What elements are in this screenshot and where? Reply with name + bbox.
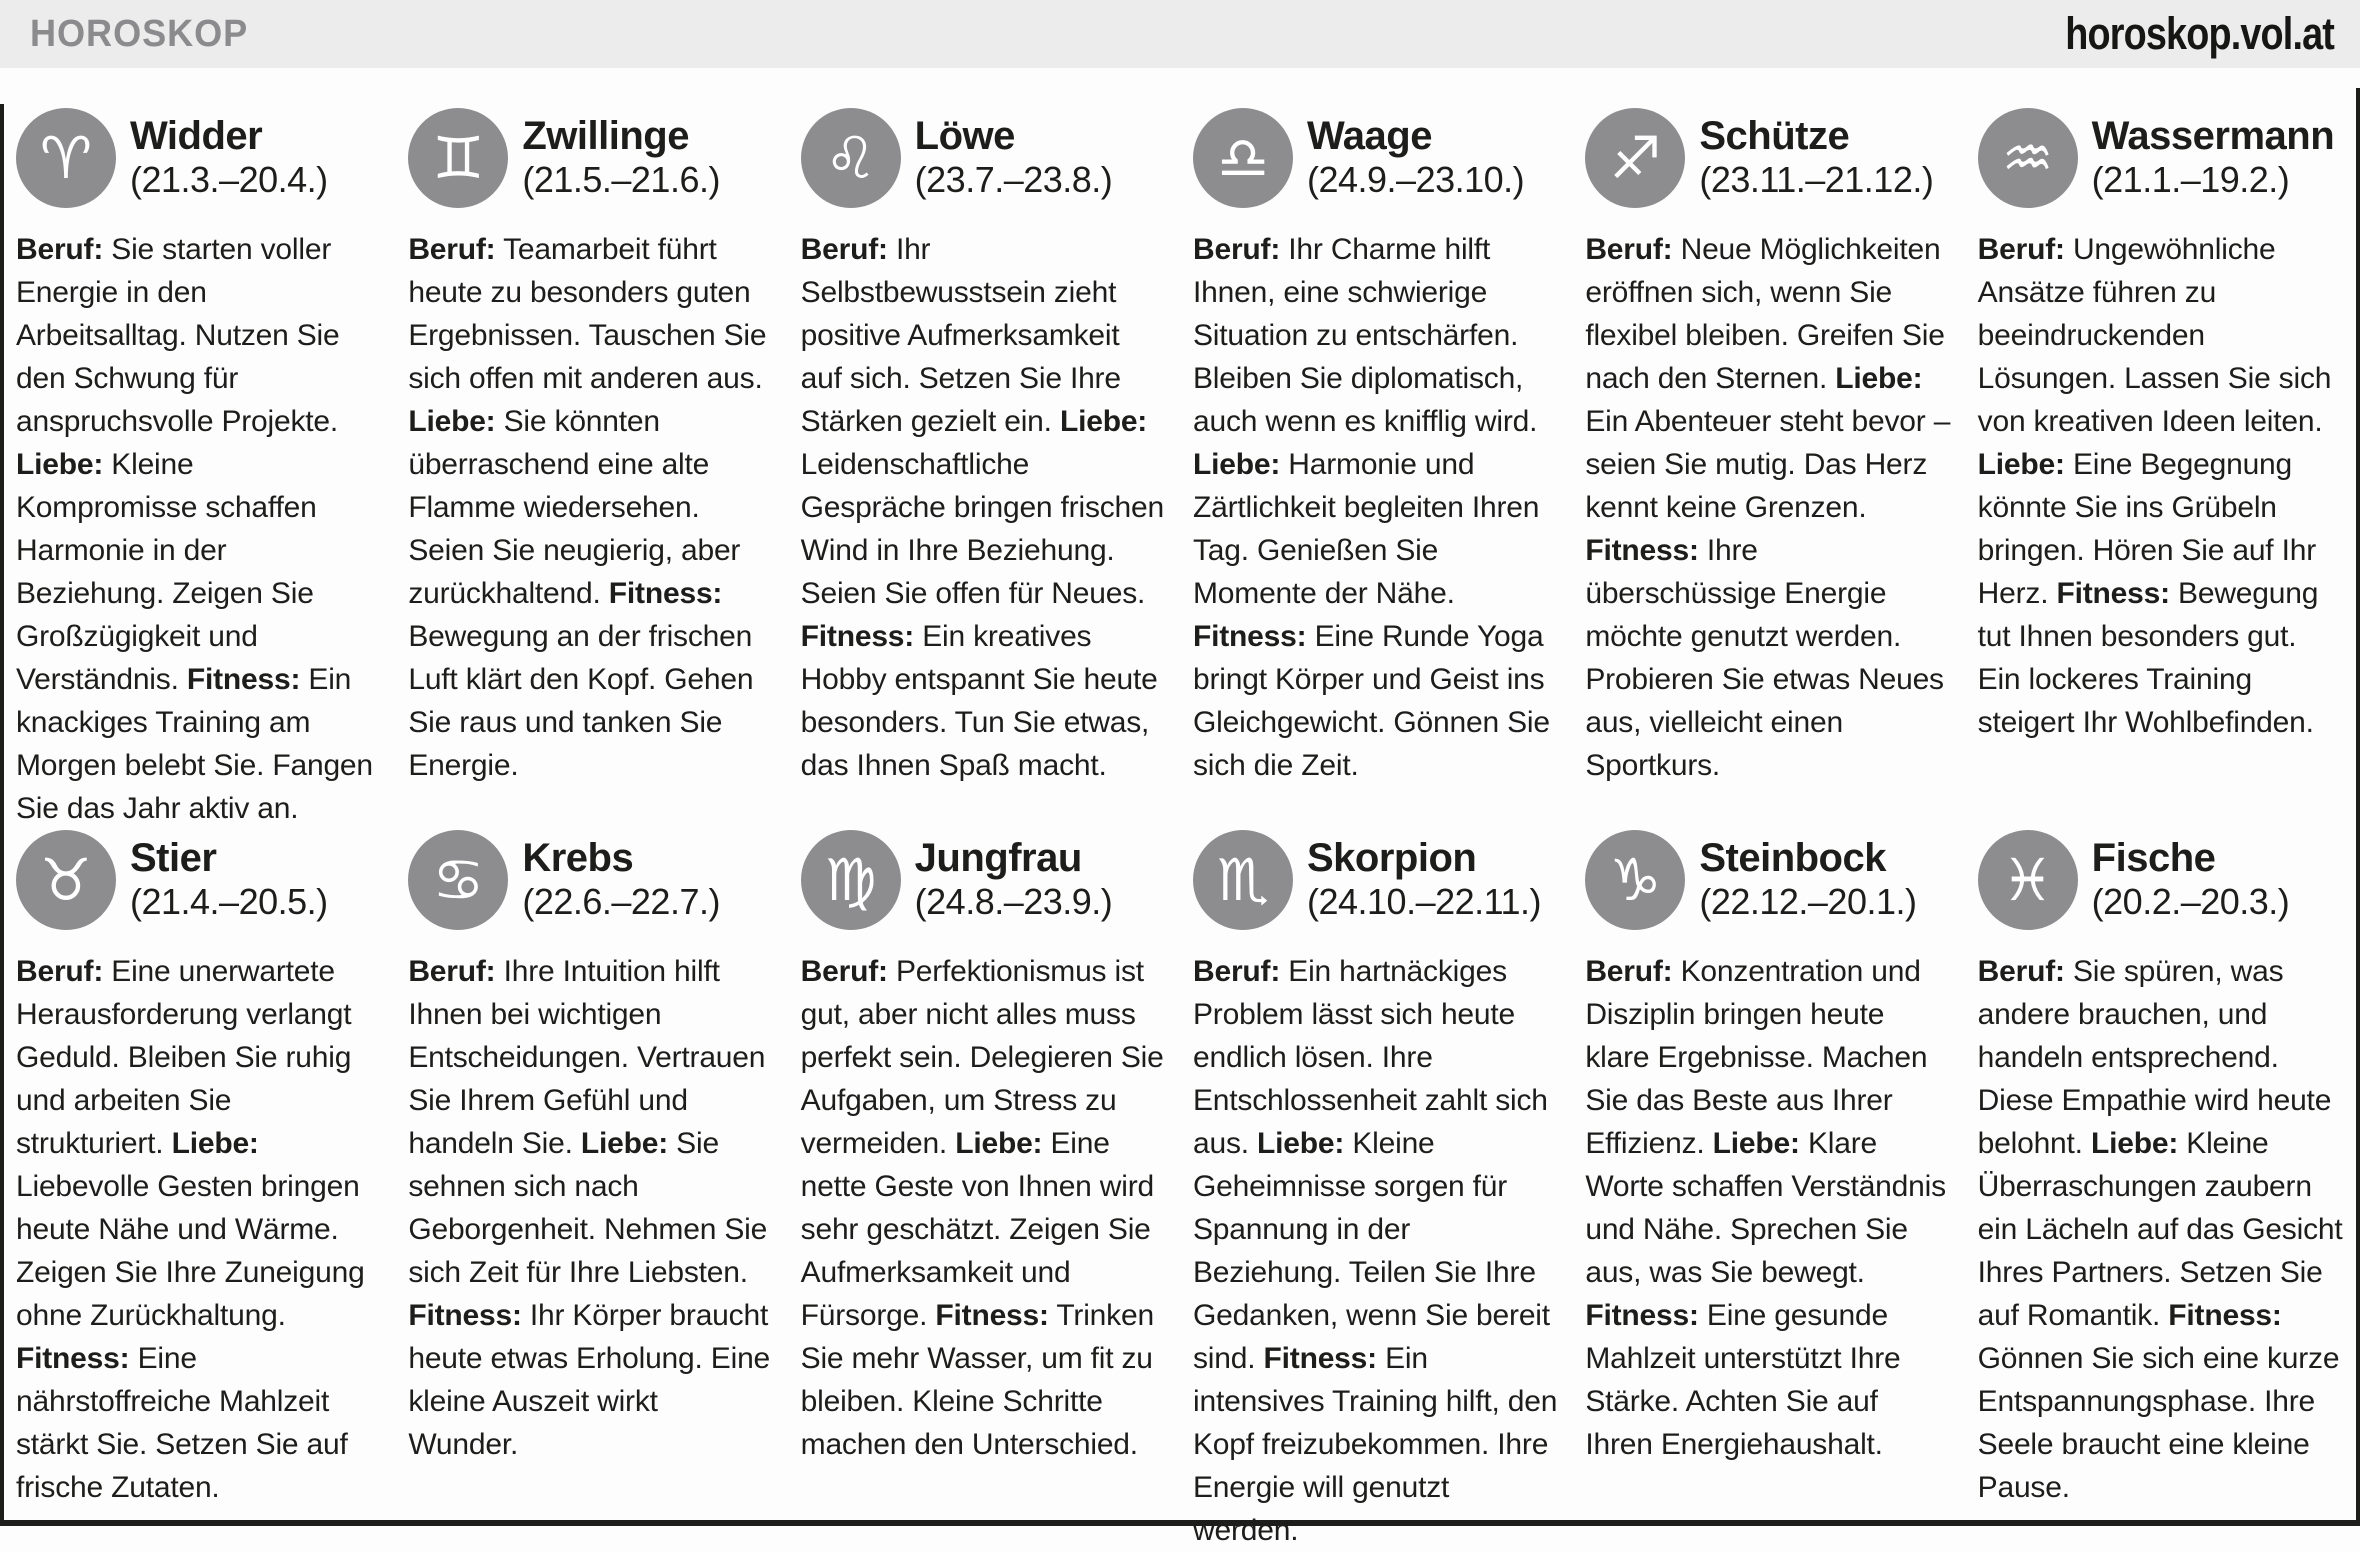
text-liebe: Eine nette Geste von Ihnen wird sehr geschätzt. Zeigen Sie Aufmerksamkeit und Fürsorge. <box>800 1127 1155 1332</box>
sign-card-aries <box>16 108 382 830</box>
sign-name: Jungfrau <box>914 835 1082 880</box>
sign-name: Waage <box>1307 113 1432 158</box>
sign-badge <box>801 830 901 930</box>
sign-text <box>16 950 382 1509</box>
text-beruf: Ihr Selbstbewusstsein zieht positive Aufmerksamkeit auf sich. Setzen Sie Ihre Stärken gezielt ein. <box>800 233 1121 438</box>
text-fitness: Eine nährstoffreiche Mahlzeit stärkt Sie. Setzen Sie auf frische Zutaten. <box>16 1342 348 1504</box>
right-edge-rule <box>2356 88 2360 1526</box>
label-fitness: Fitness: <box>608 577 723 610</box>
sign-dates: (24.8.–23.9.) <box>914 881 1113 922</box>
aries-icon: ♈ <box>40 124 92 192</box>
label-beruf: Beruf: <box>800 955 888 988</box>
label-fitness: Fitness: <box>1585 1299 1699 1332</box>
sign-name: Widder <box>130 113 263 158</box>
label-fitness: Fitness: <box>1263 1342 1377 1375</box>
text-liebe: Kleine Überraschungen zaubern ein Lächeln auf das Gesicht Ihres Partners. Setzen Sie auf Romantik. <box>1977 1127 2343 1332</box>
sign-badge <box>16 830 116 930</box>
label-beruf: Beruf: <box>1977 233 2065 266</box>
sign-name: Löwe <box>914 113 1015 158</box>
sign-dates: (21.4.–20.5.) <box>130 881 328 922</box>
pisces-icon: ♓ <box>2001 846 2054 914</box>
sign-dates: (24.10.–22.11.) <box>1307 881 1542 922</box>
text-beruf: Teamarbeit führt heute zu besonders guten Ergebnissen. Tauschen Sie sich offen mit anderen aus. <box>408 233 767 395</box>
text-fitness: Eine gesunde Mahlzeit unterstützt Ihre Stärke. Achten Sie auf Ihren Energiehaushalt. <box>1585 1299 1901 1461</box>
text-liebe: Kleine Geheimnisse sorgen für Spannung in der Beziehung. Teilen Sie Ihre Gedanken, wenn Sie bereit sind. <box>1193 1127 1550 1375</box>
sign-header <box>1978 830 2344 930</box>
text-beruf: Eine unerwartete Herausforderung verlangt Geduld. Bleiben Sie ruhig und arbeiten Sie strukturiert. <box>16 955 352 1160</box>
label-liebe: Liebe: <box>2090 1127 2179 1160</box>
sign-text <box>16 228 382 830</box>
sign-header <box>16 108 382 208</box>
label-fitness: Fitness: <box>1193 620 1307 653</box>
sign-header <box>1193 830 1559 930</box>
text-beruf: Perfektionismus ist gut, aber nicht alles muss perfekt sein. Delegieren Sie Aufgaben, um Stress zu vermeiden. <box>800 955 1164 1160</box>
text-fitness: Gönnen Sie sich eine kurze Entspannungsphase. Ihre Seele braucht eine kleine Pause. <box>1977 1342 2340 1504</box>
label-liebe: Liebe: <box>580 1127 669 1160</box>
sign-dates: (23.11.–21.12.) <box>1699 159 1934 200</box>
sign-name: Fische <box>2091 835 2216 880</box>
sign-card-capricorn <box>1585 830 1951 1552</box>
label-fitness: Fitness: <box>800 620 915 653</box>
sign-text <box>1585 228 1951 787</box>
text-beruf: Ihre Intuition hilft Ihnen bei wichtigen Entscheidungen. Vertrauen Sie Ihrem Gefühl und handeln Sie. <box>408 955 766 1160</box>
text-liebe: Kleine Kompromisse schaffen Harmonie in der Beziehung. Zeigen Sie Großzügigkeit und Verständnis. <box>16 448 317 696</box>
sign-badge <box>1585 830 1685 930</box>
sign-dates: (21.5.–21.6.) <box>522 159 720 200</box>
sign-header <box>801 108 1167 208</box>
sign-badge <box>16 108 116 208</box>
text-fitness: Trinken Sie mehr Wasser, um fit zu bleiben. Kleine Schritte machen den Unterschied. <box>800 1299 1154 1461</box>
sign-text <box>1978 950 2344 1509</box>
text-fitness: Ein kreatives Hobby entspannt Sie heute besonders. Tun Sie etwas, das Ihnen Spaß macht. <box>800 620 1158 782</box>
sign-badge <box>1585 108 1685 208</box>
text-liebe: Sie sehnen sich nach Geborgenheit. Nehmen Sie sich Zeit für Ihre Liebsten. <box>408 1127 768 1289</box>
sign-name: Stier <box>130 835 217 880</box>
sign-dates: (21.1.–19.2.) <box>2091 159 2290 200</box>
label-liebe: Liebe: <box>408 405 496 438</box>
sign-header <box>16 830 382 930</box>
text-fitness: Eine Runde Yoga bringt Körper und Geist ins Gleichgewicht. Gönnen Sie sich die Zeit. <box>1193 620 1550 782</box>
masthead <box>0 0 2360 68</box>
label-beruf: Beruf: <box>800 233 888 266</box>
sagittarius-icon: ♐ <box>1609 124 1662 192</box>
sign-badge <box>1978 108 2078 208</box>
text-fitness: Ein knackiges Training am Morgen belebt Sie. Fangen Sie das Jahr aktiv an. <box>16 663 373 825</box>
label-liebe: Liebe: <box>1059 405 1148 438</box>
sign-card-scorpio <box>1193 830 1559 1552</box>
sign-dates: (20.2.–20.3.) <box>2091 881 2290 922</box>
label-beruf: Beruf: <box>1193 955 1281 988</box>
signs-grid <box>16 108 2344 1552</box>
sign-text <box>1585 950 1951 1466</box>
sign-dates: (21.3.–20.4.) <box>130 159 328 200</box>
sign-header <box>801 830 1167 930</box>
text-fitness: Bewegung tut Ihnen besonders gut. Ein lockeres Training steigert Ihr Wohlbefinden. <box>1977 577 2319 739</box>
label-beruf: Beruf: <box>408 955 496 988</box>
cancer-icon: ♋ <box>432 846 485 914</box>
sign-text <box>408 950 774 1466</box>
sign-card-virgo <box>801 830 1167 1552</box>
sign-card-aquarius <box>1978 108 2344 830</box>
virgo-icon: ♍ <box>824 846 877 914</box>
text-fitness: Ihre überschüssige Energie möchte genutzt werden. Probieren Sie etwas Neues aus, vielleicht einen Sportkurs. <box>1585 534 1944 782</box>
text-beruf: Ein hartnäckiges Problem lässt sich heute endlich lösen. Ihre Entschlossenheit zahlt sich aus. <box>1193 955 1548 1160</box>
label-liebe: Liebe: <box>1712 1127 1800 1160</box>
sign-name: Krebs <box>522 835 634 880</box>
text-beruf: Sie starten voller Energie in den Arbeitsalltag. Nutzen Sie den Schwung für anspruchsvolle Projekte. <box>16 233 340 438</box>
sign-dates: (22.12.–20.1.) <box>1699 881 1917 922</box>
sign-header <box>1193 108 1559 208</box>
sign-card-libra <box>1193 108 1559 830</box>
sign-header <box>408 830 774 930</box>
label-beruf: Beruf: <box>1193 233 1281 266</box>
page-title: HOROSKOP <box>30 12 249 55</box>
text-liebe: Eine Begegnung könnte Sie ins Grübeln bringen. Hören Sie auf Ihr Herz. <box>1977 448 2316 610</box>
text-fitness: Ihr Körper braucht heute etwas Erholung. Eine kleine Auszeit wirkt Wunder. <box>408 1299 771 1461</box>
text-liebe: Liebevolle Gesten bringen heute Nähe und Wärme. Zeigen Sie Ihre Zuneigung ohne Zurückhaltung. <box>16 1170 365 1332</box>
sign-text <box>1193 950 1559 1552</box>
sign-text <box>1193 228 1559 787</box>
text-beruf: Konzentration und Disziplin bringen heute klare Ergebnisse. Machen Sie das Beste aus Ihrer Effizienz. <box>1585 955 1928 1160</box>
sign-name: Steinbock <box>1699 835 1886 880</box>
label-beruf: Beruf: <box>16 955 104 988</box>
text-beruf: Sie spüren, was andere brauchen, und handeln entsprechend. Diese Empathie wird heute belohnt. <box>1977 955 2332 1160</box>
sign-card-taurus <box>16 830 382 1552</box>
label-beruf: Beruf: <box>1585 233 1673 266</box>
sign-header <box>1585 108 1951 208</box>
sign-card-cancer <box>408 830 774 1552</box>
label-liebe: Liebe: <box>171 1127 259 1160</box>
label-beruf: Beruf: <box>408 233 496 266</box>
label-fitness: Fitness: <box>16 1342 130 1375</box>
sign-card-leo <box>801 108 1167 830</box>
text-liebe: Ein Abenteuer steht bevor – seien Sie mutig. Das Herz kennt keine Grenzen. <box>1585 405 1951 524</box>
leo-icon: ♌ <box>824 124 877 192</box>
label-liebe: Liebe: <box>1193 448 1281 481</box>
sign-badge <box>1193 830 1293 930</box>
gemini-icon: ♊ <box>432 124 485 192</box>
sign-name: Wassermann <box>2091 113 2335 158</box>
sign-header <box>1585 830 1951 930</box>
sign-dates: (22.6.–22.7.) <box>522 881 720 922</box>
text-beruf: Neue Möglichkeiten eröffnen sich, wenn Sie flexibel bleiben. Greifen Sie nach den Sternen. <box>1585 233 1945 395</box>
label-liebe: Liebe: <box>1257 1127 1345 1160</box>
libra-icon: ♎ <box>1217 124 1269 192</box>
label-liebe: Liebe: <box>16 448 104 481</box>
text-liebe: Leidenschaftliche Gespräche bringen frischen Wind in Ihre Beziehung. Seien Sie offen für Neues. <box>800 448 1164 610</box>
label-fitness: Fitness: <box>408 1299 522 1332</box>
site-url: horoskop.vol.at <box>2065 8 2334 59</box>
sign-text <box>1978 228 2344 744</box>
label-fitness: Fitness: <box>2056 577 2170 610</box>
sign-name: Schütze <box>1699 113 1850 158</box>
sign-card-sagittarius <box>1585 108 1951 830</box>
sign-badge <box>1978 830 2078 930</box>
sign-badge <box>408 830 508 930</box>
sign-header <box>408 108 774 208</box>
text-liebe: Klare Worte schaffen Verständnis und Nähe. Sprechen Sie aus, was Sie bewegt. <box>1585 1127 1946 1289</box>
sign-badge <box>1193 108 1293 208</box>
sign-name: Zwillinge <box>522 113 689 158</box>
sign-name: Skorpion <box>1307 835 1477 880</box>
label-fitness: Fitness: <box>935 1299 1049 1332</box>
label-beruf: Beruf: <box>1977 955 2065 988</box>
sign-header <box>1978 108 2344 208</box>
sign-card-gemini <box>408 108 774 830</box>
label-fitness: Fitness: <box>2168 1299 2282 1332</box>
label-beruf: Beruf: <box>1585 955 1673 988</box>
sign-badge <box>408 108 508 208</box>
sign-dates: (23.7.–23.8.) <box>914 159 1113 200</box>
text-beruf: Ungewöhnliche Ansätze führen zu beeindruckenden Lösungen. Lassen Sie sich von kreativen Ideen leiten. <box>1977 233 2332 438</box>
label-fitness: Fitness: <box>186 663 301 696</box>
capricorn-icon: ♑ <box>1609 846 1662 914</box>
taurus-icon: ♉ <box>40 846 92 914</box>
sign-badge <box>801 108 901 208</box>
left-edge-rule <box>0 104 4 1526</box>
text-liebe: Sie könnten überraschend eine alte Flamme wiedersehen. Seien Sie neugierig, aber zurückhaltend. <box>408 405 741 610</box>
sign-card-pisces <box>1978 830 2344 1552</box>
text-liebe: Harmonie und Zärtlichkeit begleiten Ihren Tag. Genießen Sie Momente der Nähe. <box>1193 448 1540 610</box>
aquarius-icon: ♒ <box>2001 124 2054 192</box>
sign-dates: (24.9.–23.10.) <box>1307 159 1525 200</box>
text-fitness: Ein intensives Training hilft, den Kopf freizubekommen. Ihre Energie will genutzt werden. <box>1193 1342 1558 1547</box>
sign-text <box>801 228 1167 787</box>
label-liebe: Liebe: <box>955 1127 1043 1160</box>
sign-text <box>408 228 774 787</box>
label-liebe: Liebe: <box>1977 448 2065 481</box>
sign-text <box>801 950 1167 1466</box>
text-beruf: Ihr Charme hilft Ihnen, eine schwierige Situation zu entschärfen. Bleiben Sie diplomatisch, auch wenn es knifflig wird. <box>1193 233 1538 438</box>
text-fitness: Bewegung an der frischen Luft klärt den Kopf. Gehen Sie raus und tanken Sie Energie. <box>408 620 754 782</box>
label-liebe: Liebe: <box>1835 362 1923 395</box>
label-beruf: Beruf: <box>16 233 104 266</box>
label-fitness: Fitness: <box>1585 534 1699 567</box>
scorpio-icon: ♏ <box>1217 846 1269 914</box>
